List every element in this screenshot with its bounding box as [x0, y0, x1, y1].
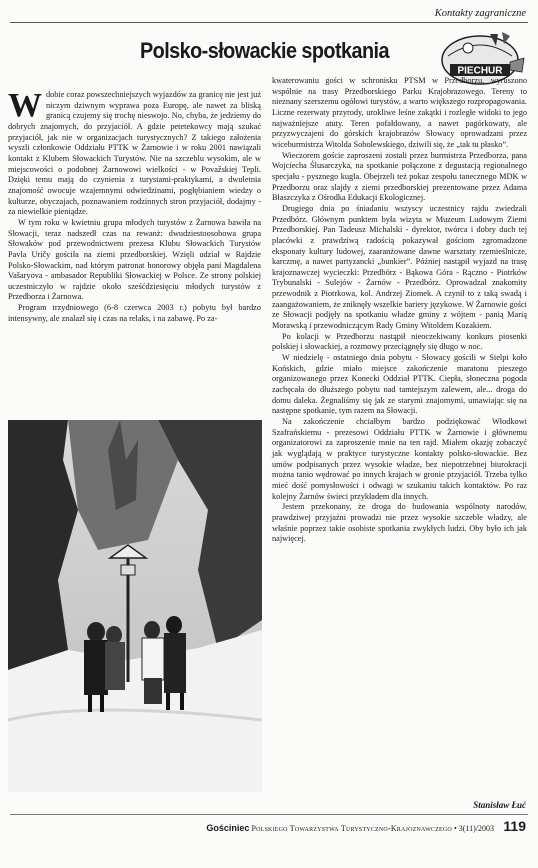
section-tag: Kontakty zagraniczne	[434, 8, 526, 19]
top-rule	[10, 22, 528, 23]
page-footer	[206, 823, 494, 833]
paragraph: W niedzielę - ostatniego dnia pobytu - Słowacy gościli w Sielpi koło Końskich, gdzie miało miejsce zakończenie maratonu pieszego organizowanego przez Konecki Oddział PTTK. Ciepła, słoneczna pogoda zachęcała do dłuższego pobytu nad tamtejszym zalewem, ale... droga do domu daleka. Żegnaliśmy się jak ze starymi znajomymi, umawiając się na następne spotkanie, tym razem na Słowacji.	[272, 353, 527, 416]
page-number: 119	[503, 818, 526, 834]
paragraph: W tym roku w kwietniu grupa młodych turystów z Żarnowa bawiła na Słowacji, teraz nadszedł czas na rewanż: dwudziestoosobowa grupa Słowaków pod przewodnictwem prezesa Klubu Słowackich Turystów Pavla Uričy gościła na ziemi przedborskiej. Wzięli udział w Rajdzie Polsko-Słowackim, nad którym patronat honorowy objęła pani Magdalena Vašaryova - ambasador Republiki Słowackiej w Polsce. Ze strony polskiej uczestniczyło w rajdzie około sześćdziesięciu młodych turystów z Przedborza i Żarnowa.	[8, 217, 261, 302]
paragraph: Po kolacji w Przedborzu nastąpił nieoczekiwany konkurs piosenki polskiej i słowackiej, a rozmowy przeciągnęły się długo w noc.	[272, 331, 527, 352]
left-column	[8, 87, 261, 324]
logo-text: PIECHUR	[457, 65, 503, 77]
magazine-name: Gościniec	[206, 823, 250, 833]
winter-group-photo	[8, 420, 262, 792]
issue-number: • 3(11)/2003	[453, 824, 494, 833]
paragraph: Program trzydniowego (6-8 czerwca 2003 r.) pobytu był bardzo intensywny, ale znalazł się i czas na relaks, i na zabawę. Po za-	[8, 303, 261, 323]
drop-cap: W	[8, 87, 42, 124]
paragraph: Na zakończenie chciałbym bardzo podziękować Włodkowi Szafrańskiemu - prezesowi Oddziału PTTK w Żarnowie i głównemu organizatorowi za zaproszenie mnie na ten rajd. Miałem okazję zobaczyć jak wyglądają w praktyce turystyczne kontakty polsko-słowackie. Bez umów podpisanych przez wysokie władze, bez niepotrzebnej biurokracji można tanio wędrować po innych krajach w gronie przyjaciół. Trzeba tylko mieć dość pomysłowości i odwagi w szukaniu takich kontaktów. Po raz kolejny Żarnów świeci przykładem dla innych.	[272, 417, 527, 501]
bottom-rule	[10, 814, 528, 815]
paragraph: Drugiego dnia po śniadaniu wszyscy uczestnicy rajdu zwiedzali Przedbórz. Głównym punktem była wizyta w Muzeum Ludowym Ziemi Przedborskiej. Pan Tadeusz Michalski - dyrektor, twórca i dobry duch tej placówki z prawdziwą radością pokazywał gościom zgromadzone eksponaty kultury ludowej, zaaranżowane dawne warsztaty rzemieślnicze, karczmę, a nawet partyzancki „bunkier”. Później nastąpił wyjazd na trasę krajoznawczej wycieczki: Przedbórz - Bąkowa Góra - Rączno - Piotrków Trybunalski - Sulejów - Żarnów - Przedbórz. Oprowadzał znakomity przewodnik z Piotrkowa, kol. Andrzej Ziomek. A czynił to z taką swadą i zaangażowaniem, że zniknęły wszelkie bariery językowe. W Żarnowie gości ze Słowacji podjęły na spotkaniu władze gminy z wójtem - panią Marią Morawską i przewodniczącym Rady Gminy Witoldem Kozakiem.	[272, 203, 527, 331]
author-signature: Stanisław Łuć	[473, 800, 526, 810]
paragraph: Wdobie coraz powszechniejszych wyjazdów za granicę nie jest już niczym dziwnym wyprawa poza Europę, ale nawet za bliską granicą czujemy się trochę nieswojo. No, chyba, że jedziemy do dobrych znajomych, do przyjaciół. A gdzie petetekowcy mają szukać przyjaciół, jak nie w organizacjach turystycznych? Z takiego założenia wyszli członkowie Oddziału PTTK w Żarnowie i w roku 2001 nawiązali kontakt z Klubem Słowackich Turystów. Nie na szczeblu wysokim, ale w miejscowości o podobnej Żarnowowi wielkości - w Považskiej Tepli. Dzięki temu mają do czynienia z turystami-praktykami, a dwuletnia znajomość owocuje wzajemnymi odwiedzinami, pogłębianiem wiedzy o kulturze, obyczajach, poznawaniem rodzinnych stron przyjaciół, dodajmy - za niewielkie pieniądze.	[8, 87, 261, 217]
publisher-name: Polskiego Towarzystwa Turystyczno-Krajoznawczego	[251, 824, 452, 833]
paragraph: kwaterowaniu gości w schronisku PTSM w Przedborzu, wyruszono wspólnie na trasy Przedborskiego Parku Krajobrazowego. Tereny to nieznany szerszemu ogółowi turystów, a warto większego rozpropagowania. Liczne rezerwaty przyrody, urokliwe leśne zakątki i rozległe widoki to jego najważniejsze atuty. Teren pofałdowany, a nawet pagórkowaty, ale przyzwyczajeni do górskich krajobrazów Słowacy oprowadzani przez wiceburmistrza Witolda Sobolewskiego, dziwili się, że „tak tu płasko”.	[272, 76, 527, 149]
article-title: Polsko-słowackie spotkania	[140, 38, 389, 63]
paragraph: Jestem przekonany, że droga do budowania wspólnoty narodów, prawdziwej przyjaźni prowadzi nie przez wysokie szczeble władzy, ale właśnie poprzez takie osobiste spotkania zwykłych ludzi. Oby było ich jak najwięcej.	[272, 502, 527, 544]
paragraph: Wieczorem goście zaproszeni zostali przez burmistrza Przedborza, pana Wojciecha Ślusarczyka, na spotkanie połączone z degustacją regionalnego specjału - pysznego kugla. Obejrzeli też pokaz zespołu tanecznego MDK w Przedborzu oraz slajdy z ziemi przedborskiej prezentowane przez Adama Błaszczyka z Ośrodka Edukacji Ekologicznej.	[272, 150, 527, 203]
right-column	[272, 76, 527, 545]
